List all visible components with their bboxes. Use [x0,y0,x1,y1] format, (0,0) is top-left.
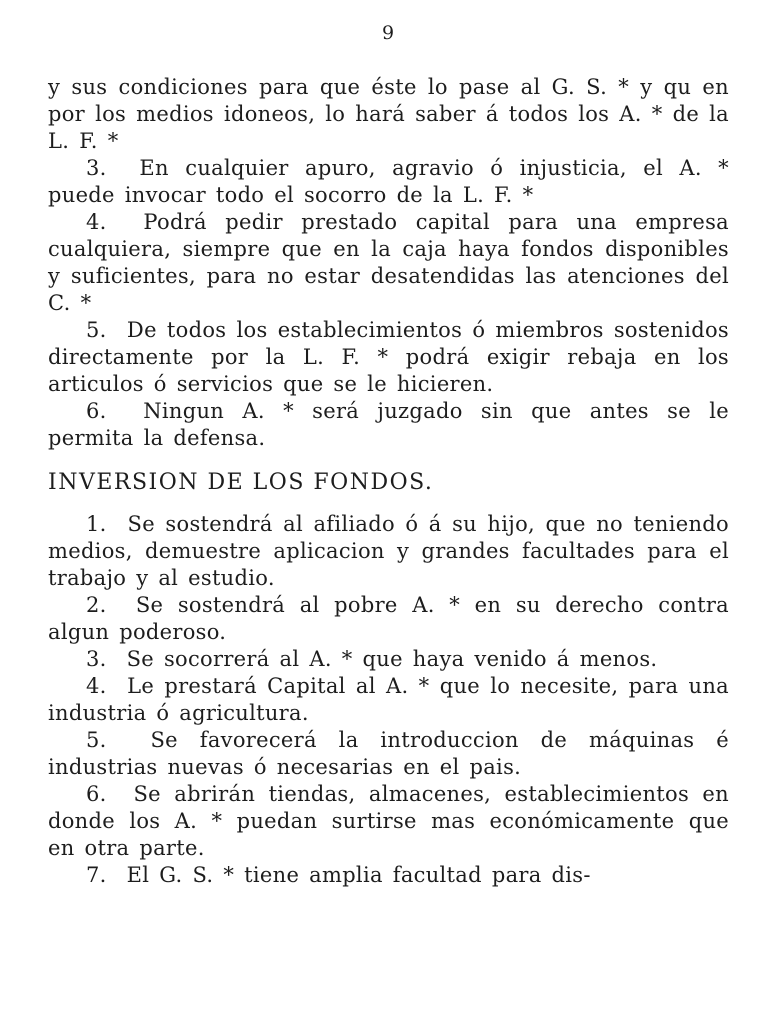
paragraph-fondos-6: 6. Se abrirán tiendas, almacenes, establecimientos en donde los A. * puedan surtirse mas económicamente que en otra parte. [48,782,729,860]
section-heading: INVERSION DE LOS FONDOS. [48,470,434,495]
paragraph-fondos-3: 3. Se socorrerá al A. * que haya venido á menos. [86,647,658,671]
paragraph-item-3: 3. En cualquier apuro, agravio ó injusticia, el A. * puede invocar todo el socorro de la L. F. * [48,156,729,207]
paragraph-fondos-1: 1. Se sostendrá al afiliado ó á su hijo, que no teniendo medios, demuestre aplicacion y grandes facultades para el trabajo y al estudio. [48,512,729,590]
paragraph-fondos-2: 2. Se sostendrá al pobre A. * en su derecho contra algun poderoso. [48,593,729,644]
paragraph-fondos-5: 5. Se favorecerá la introduccion de máquinas é industrias nuevas ó necesarias en el pais. [48,728,729,779]
paragraph-fondos-4: 4. Le prestará Capital al A. * que lo necesite, para una industria ó agricultura. [48,674,729,725]
paragraph-fondos-7: 7. El G. S. * tiene amplia facultad para dis- [86,863,591,887]
paragraph-item-4: 4. Podrá pedir prestado capital para una empresa cualquiera, siempre que en la caja haya fondos disponibles y suficientes, para no estar desatendidas las atenciones del C. * [48,210,729,315]
page-number: 9 [381,22,396,44]
paragraph-continuation: y sus condiciones para que éste lo pase al G. S. * y qu en por los medios idoneos, lo hará saber á todos los A. * de la L. F. * [48,75,729,153]
page-body-text [48,74,729,889]
paragraph-item-6: 6. Ningun A. * será juzgado sin que antes se le permita la defensa. [48,399,729,450]
paragraph-item-5: 5. De todos los establecimientos ó miembros sostenidos directamente por la L. F. * podrá exigir rebaja en los articulos ó servicios que se le hicieren. [48,318,729,396]
